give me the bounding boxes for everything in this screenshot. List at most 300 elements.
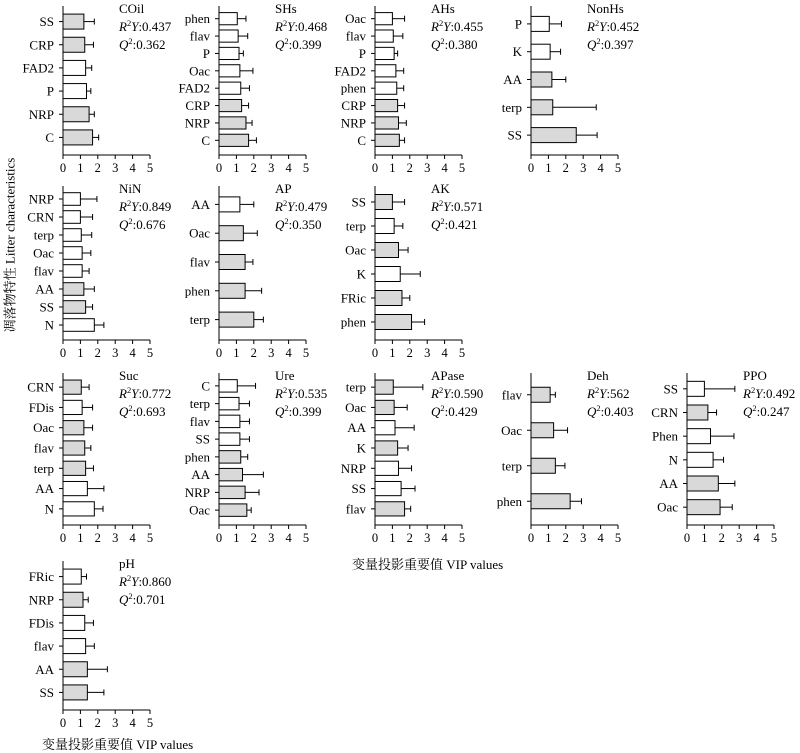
category-label: flav [33,440,54,456]
x-tick-label: 0 [215,531,223,545]
x-tick-label: 4 [129,346,136,360]
category-label: C [45,129,54,145]
bar [219,451,241,463]
bar [63,685,87,700]
category-label: FDis [28,615,54,631]
category-label: NRP [184,484,210,500]
bar [375,441,398,455]
bar [219,397,239,409]
bar [63,319,94,332]
bar [219,415,240,427]
x-tick-label: 0 [59,716,67,730]
r2y-annotation: $R^2Y:0.479$ [275,198,328,214]
bar [63,639,86,654]
category-label: N [44,317,54,333]
x-tick-label: 4 [753,531,760,545]
x-tick-label: 4 [597,161,604,175]
panel-title: SHs [275,1,297,16]
bar [63,265,82,278]
bar [63,107,89,122]
category-label: NRP [28,191,54,207]
r2y-annotation: $R^2Y:562$ [587,385,630,401]
category-label: terp [189,312,210,328]
q2-annotation: $Q^2:0.676$ [119,216,166,232]
bar [219,47,239,59]
chart-panel-coil [22,1,171,175]
x-tick-label: 3 [424,346,431,360]
x-tick-label: 1 [77,716,84,730]
q2-annotation: $Q^2:0.429$ [431,403,478,419]
chart-panel-ppo [651,368,795,545]
q2-annotation: $Q^2:0.403$ [587,403,634,419]
bar [375,243,398,258]
category-label: NRP [340,115,366,131]
x-tick-label: 0 [59,531,67,545]
r2y-annotation: $R^2Y:0.468$ [275,18,328,34]
q2-annotation: $Q^2:0.693$ [119,403,166,419]
bar [219,134,249,146]
panel-title: NonHs [587,1,624,16]
x-tick-label: 1 [77,531,84,545]
x-tick-label: 3 [112,346,119,360]
bar [219,82,241,94]
category-label: phen [184,283,210,299]
x-tick-label: 1 [233,346,240,360]
category-label: K [512,44,522,60]
x-tick-label: 2 [406,531,413,545]
x-tick-label: 0 [683,531,691,545]
x-tick-label: 1 [545,531,552,545]
panel-title: AHs [431,1,455,16]
bar [375,13,392,25]
x-tick-label: 4 [129,531,136,545]
category-label: AA [35,481,54,497]
x-tick-label: 0 [215,161,223,175]
chart-panel-shs [178,1,327,175]
x-tick-label: 2 [250,531,257,545]
category-label: CRP [341,98,366,114]
x-tick-label: 0 [371,531,379,545]
category-label: AA [191,467,210,483]
chart-panel-ap [185,181,328,360]
q2-annotation: $Q^2:0.350$ [275,216,322,232]
x-axis-label-middle: 变量投影重要值 VIP values [352,557,504,572]
category-label: terp [345,379,366,395]
panel-title: AK [431,181,450,196]
category-label: AA [659,476,678,491]
x-tick-label: 3 [112,716,119,730]
x-tick-label: 3 [424,161,431,175]
x-tick-label: 3 [424,531,431,545]
category-label: P [202,45,210,61]
bar [375,99,398,111]
category-label: phen [184,11,210,27]
chart-panel-apase [341,368,484,545]
bar [375,461,398,475]
bar [63,247,82,260]
x-tick-label: 2 [562,161,569,175]
chart-panel-ahs [334,1,483,175]
x-tick-label: 3 [112,161,119,175]
bar [63,130,93,145]
category-label: FRic [340,290,366,306]
category-label: NRP [340,460,366,476]
category-label: CRP [29,37,54,53]
category-label: Oac [189,63,210,79]
bar [375,380,393,394]
panel-title: APase [431,368,465,383]
x-tick-label: 2 [406,161,413,175]
x-tick-label: 1 [389,346,396,360]
bar [63,662,87,677]
bar [531,72,552,87]
category-label: flav [345,28,366,44]
bar [63,441,85,455]
panel-title: Deh [587,368,609,383]
category-label: C [357,132,366,148]
bar [219,197,240,212]
bar [63,569,81,584]
bar [63,481,87,495]
x-tick-label: 4 [129,161,136,175]
x-tick-label: 5 [458,346,466,360]
x-tick-label: 3 [268,161,275,175]
chart-panel-deh [497,368,634,545]
category-label: FAD2 [334,63,366,79]
category-label: Oac [189,502,210,518]
category-label: flav [33,263,54,279]
x-tick-label: 0 [371,346,379,360]
bar [219,226,243,241]
r2y-annotation: $R^2Y:0.849$ [119,198,172,214]
x-tick-label: 4 [285,346,292,360]
category-label: P [358,45,366,61]
bar [531,128,576,143]
bar [531,100,553,115]
bar [63,400,82,414]
bar [63,421,84,435]
category-label: Phen [652,428,678,444]
category-label: CRN [651,405,678,420]
category-label: Oac [33,245,54,261]
category-label: NRP [184,115,210,131]
bar [219,117,246,129]
category-label: AA [191,196,210,212]
category-label: SS [39,684,54,700]
q2-annotation: $Q^2:0.399$ [275,403,322,419]
q2-annotation: $Q^2:0.701$ [119,591,166,607]
bar [63,301,86,314]
x-tick-label: 0 [527,161,535,175]
category-label: FRic [28,569,54,585]
x-tick-label: 5 [146,531,154,545]
category-label: phen [184,449,210,465]
category-label: N [668,452,678,468]
bar [375,421,395,435]
x-tick-label: 4 [597,531,604,545]
x-tick-label: 0 [59,161,67,175]
x-tick-label: 1 [389,531,396,545]
category-label: flav [33,638,54,654]
bar [531,44,550,59]
bar [63,380,81,394]
x-tick-label: 1 [389,161,396,175]
r2y-annotation: $R^2Y:0.452$ [587,18,640,34]
category-label: flav [501,387,522,403]
category-label: AA [35,281,54,297]
category-label: NRP [28,592,54,608]
category-label: SS [663,381,678,397]
category-label: flav [189,254,210,270]
category-label: CRN [27,379,54,395]
q2-annotation: $Q^2:0.397$ [587,36,634,52]
x-tick-label: 0 [215,346,223,360]
category-label: Oac [501,422,522,438]
category-label: phen [340,80,366,96]
r2y-annotation: $R^2Y:0.590$ [431,385,484,401]
r2y-annotation: $R^2Y:0.492$ [743,385,796,401]
x-tick-label: 5 [302,346,310,360]
category-label: K [356,266,366,282]
category-label: SS [507,127,522,143]
bar [375,315,412,330]
bar [219,312,254,327]
x-tick-label: 1 [545,161,552,175]
panel-title: pH [119,556,135,571]
r2y-annotation: $R^2Y:0.455$ [431,18,484,34]
bar [687,381,704,396]
category-label: flav [345,501,366,517]
bar [375,195,392,210]
category-label: Oac [33,420,54,436]
bar [63,283,84,296]
category-label: K [356,440,366,456]
category-label: AA [503,72,522,87]
bar [375,400,394,414]
x-tick-label: 4 [441,346,448,360]
category-label: SS [39,299,54,315]
chart-panel-suc [27,368,171,545]
bar [63,193,80,206]
x-tick-label: 3 [112,531,119,545]
category-label: Oac [657,499,678,515]
bar [63,14,84,29]
bar [63,592,83,607]
q2-annotation: $Q^2:0.380$ [431,36,478,52]
category-label: NRP [28,106,54,122]
bar [375,82,397,94]
category-label: FDis [28,399,54,415]
panel-title: PPO [743,368,767,383]
r2y-annotation: $R^2Y:0.535$ [275,385,328,401]
x-tick-label: 5 [614,531,622,545]
bar [687,476,718,491]
bar [687,500,720,515]
bar [375,117,398,129]
bar [63,461,86,475]
bar [375,47,394,59]
bar [219,13,237,25]
x-tick-label: 3 [736,531,743,545]
x-tick-label: 2 [250,161,257,175]
x-tick-label: 2 [406,346,413,360]
bar [531,458,555,473]
category-label: Oac [345,399,366,415]
x-tick-label: 5 [770,531,778,545]
x-tick-label: 4 [285,531,292,545]
category-label: P [514,16,522,32]
bar [63,84,86,99]
bar [63,502,94,516]
q2-annotation: $Q^2:0.362$ [119,36,166,52]
category-label: FAD2 [178,80,210,96]
x-tick-label: 1 [233,531,240,545]
panel-title: AP [275,181,292,196]
category-label: N [44,501,54,517]
x-tick-label: 5 [146,716,154,730]
x-tick-label: 3 [268,346,275,360]
category-label: Oac [345,11,366,27]
r2y-annotation: $R^2Y:0.437$ [119,18,172,34]
chart-panel-nonhs [502,1,640,175]
q2-annotation: $Q^2:0.421$ [431,216,478,232]
x-tick-label: 4 [441,531,448,545]
bar [63,229,81,242]
panel-title: Ure [275,368,295,383]
x-tick-label: 5 [302,161,310,175]
x-tick-label: 2 [250,346,257,360]
bar [63,60,86,75]
x-tick-label: 3 [268,531,275,545]
r2y-annotation: $R^2Y:0.772$ [119,385,172,401]
category-label: CRN [27,209,54,225]
category-label: SS [351,194,366,210]
panel-title: Suc [119,368,139,383]
bar [219,30,238,42]
category-label: terp [501,99,522,115]
chart-panel-ak [341,181,484,360]
x-tick-label: 0 [371,161,379,175]
x-tick-label: 2 [94,346,101,360]
category-label: AA [347,420,366,436]
category-label: C [201,132,210,148]
x-tick-label: 1 [701,531,708,545]
category-label: terp [345,218,366,234]
x-tick-label: 2 [562,531,569,545]
category-label: Oac [189,225,210,241]
x-tick-label: 5 [146,161,154,175]
bar [219,255,245,270]
category-label: SS [195,431,210,447]
r2y-annotation: $R^2Y:0.571$ [431,198,484,214]
bar [687,429,710,444]
panel-title: NiN [119,181,142,196]
bar [219,283,245,298]
x-tick-label: 4 [285,161,292,175]
category-label: flav [189,413,210,429]
category-label: SS [351,481,366,497]
bar [531,387,550,402]
x-axis-label-bottom: 变量投影重要值 VIP values [42,737,194,752]
q2-annotation: $Q^2:0.399$ [275,36,322,52]
bar [375,219,394,234]
bar [219,433,240,445]
bar [63,37,85,52]
x-tick-label: 2 [94,161,101,175]
bar [63,615,85,630]
x-tick-label: 1 [77,161,84,175]
bar [219,99,242,111]
x-tick-label: 0 [59,346,67,360]
x-tick-label: 5 [146,346,154,360]
chart-panel-ph [29,556,172,730]
x-tick-label: 4 [129,716,136,730]
x-tick-label: 5 [614,161,622,175]
bar [63,211,80,224]
bar [375,134,399,146]
x-tick-label: 1 [77,346,84,360]
category-label: terp [33,460,54,476]
x-tick-label: 5 [458,161,466,175]
category-label: FAD2 [22,60,54,76]
bar [219,504,247,516]
category-label: terp [189,396,210,412]
bar [687,452,713,467]
x-tick-label: 2 [94,531,101,545]
category-label: flav [189,28,210,44]
bar [375,267,400,282]
bar [531,16,549,31]
x-tick-label: 3 [580,531,587,545]
category-label: phen [340,314,366,330]
x-tick-label: 2 [94,716,101,730]
category-label: terp [33,227,54,243]
bar [219,380,237,392]
bar [219,486,245,498]
q2-annotation: $Q^2:0.247$ [743,403,790,419]
category-label: terp [501,458,522,474]
bar [531,494,570,509]
x-tick-label: 3 [580,161,587,175]
bar [531,423,554,438]
chart-panel-nin [27,181,171,360]
x-tick-label: 1 [233,161,240,175]
bar [375,502,405,516]
bar [375,65,396,77]
bar [375,30,393,42]
bar [375,291,402,306]
category-label: SS [39,14,54,30]
x-tick-label: 2 [718,531,725,545]
y-axis-label-text: 凋落物特性 Litter characteristics [2,157,18,333]
panel-title: COil [119,1,145,16]
x-tick-label: 0 [527,531,535,545]
category-label: C [201,378,210,394]
bar [687,405,708,420]
bar [219,468,242,480]
bar [219,65,240,77]
x-tick-label: 5 [302,531,310,545]
category-label: Oac [345,242,366,258]
x-tick-label: 4 [441,161,448,175]
bar [375,481,401,495]
x-tick-label: 5 [458,531,466,545]
category-label: CRP [185,98,210,114]
r2y-annotation: $R^2Y:0.860$ [119,573,172,589]
category-label: AA [35,661,54,677]
category-label: phen [496,493,522,509]
chart-panel-ure [185,368,328,545]
